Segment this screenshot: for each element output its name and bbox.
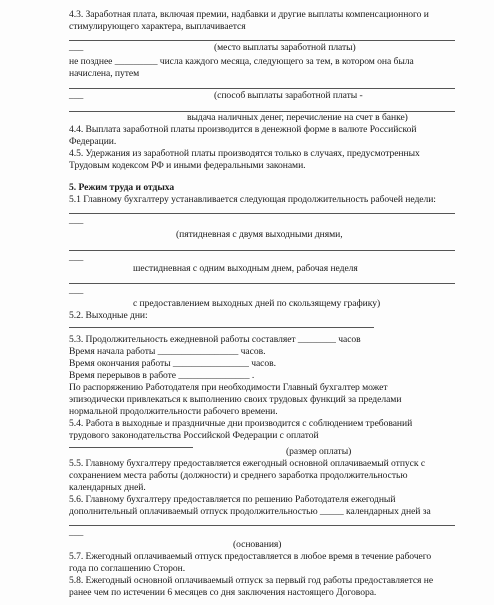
text-line: 5.1 Главному бухгалтеру устанавливается следующая продолжительность рабочей недели: [69,194,436,205]
text-line: 4.3. Заработная плата, включая премии, надбавки и другие выплаты компенсационного и [69,9,429,20]
text-line: По распоряжению Работодателя при необходимости Главный бухгалтер может [69,382,388,393]
text-line: нормальной продолжительности рабочего времени. [69,406,278,417]
text-line: сохранением места работы (должности) и среднего заработка продолжительностью [69,470,408,481]
text-line: ранее чем по истечении 6 месяцев со дня заключения настоящего Договора. [69,587,377,598]
field-caption: (пятидневная с двумя выходными днями, [176,229,343,240]
text-line: трудового законодательства Российской Федерации с оплатой [69,430,319,441]
text-line: Федерации. [69,136,117,147]
fill-placeholder: ___ [69,90,84,101]
fill-placeholder: ___ [69,42,84,53]
fill-line [69,327,374,328]
field-caption: (место выплаты заработной платы) [214,42,356,53]
text-line: эпизодически привлекаться к выполнению своих трудовых функций за пределами [69,394,402,405]
text-line: 5.4. Работа в выходные и праздничные дни производится с соблюдением требований [69,418,413,429]
text-line: 5.3. Продолжительность ежедневной работы составляет ________ часов [69,334,361,345]
text-line: 5.7. Ежегодный оплачиваемый отпуск предоставляется в любое время в течение рабочего [69,551,432,562]
field-caption: (размер оплаты) [286,446,352,457]
text-line: календарных дней. [69,482,146,493]
field-caption: (способ выплаты заработной платы - [214,90,363,101]
fill-placeholder: ___ [69,252,84,263]
text-line: 4.5. Удержания из заработной платы производятся только в случаях, предусмотренных [69,148,420,159]
fill-placeholder: ___ [69,215,84,226]
fill-line [69,447,193,448]
field-caption: выдача наличных денег, перечисление на счет в банке) [187,112,408,123]
text-line: начислена, путем [69,68,140,79]
text-line: не позднее _________ числа каждого месяца, следующего за тем, в котором она была [69,56,414,67]
text-line: 5.6. Главному бухгалтеру предоставляется по решению Работодателя ежегодный [69,494,396,505]
text-line: дополнительный оплачиваемый отпуск продолжительностью _____ календарных дней за [69,506,431,517]
text-line: 4.4. Выплата заработной платы производится в денежной форме в валюте Российской [69,124,417,135]
fill-line [69,40,455,41]
field-caption: (основания) [233,539,282,550]
text-line: стимулирующего характера, выплачивается [69,21,246,32]
text-line: 5.2. Выходные дни: [69,310,148,321]
text-line: Трудовым кодексом РФ и иными федеральными законами. [69,160,306,171]
fill-line [69,88,455,89]
text-line: 5.5. Главному бухгалтеру предоставляется ежегодный основной оплачиваемый отпуск с [69,458,426,469]
fill-line [69,213,455,214]
fill-placeholder: ___ [69,527,84,538]
field-caption: с предоставлением выходных дней по скользящему графику) [133,298,381,309]
section-heading: 5. Режим труда и отдыха [69,182,175,193]
text-line: Время перерывов в работе _______________ . [69,370,255,381]
field-caption: шестидневная с одним выходным днем, рабочая неделя [133,263,358,274]
fill-line [69,525,455,526]
text-line: Время начала работы _________________ часов. [69,346,266,357]
text-line: Время окончания работы ________________ часов. [69,358,276,369]
fill-line [69,250,455,251]
text-line: 5.8. Ежегодный основной оплачиваемый отпуск за первый год работы предоставляется не [69,575,434,586]
text-line: года по соглашению Сторон. [69,563,186,574]
fill-placeholder: ___ [69,285,84,296]
fill-line [69,283,455,284]
